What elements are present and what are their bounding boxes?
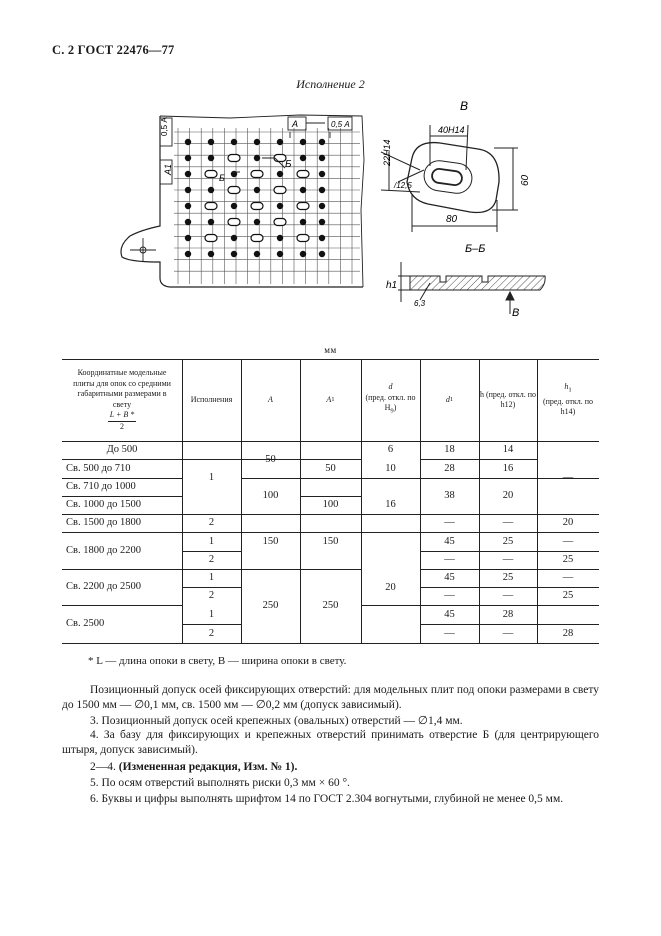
table-cell: —	[502, 627, 514, 639]
table-cell: 100	[262, 490, 279, 501]
edit-note-prefix: 2—4.	[90, 761, 119, 773]
view-letter: В	[460, 99, 469, 113]
dim-6-3: 6,3	[414, 299, 426, 308]
header-cell: d (пред. откл. по $H_9$)	[365, 382, 416, 416]
oval-hole	[297, 203, 309, 210]
round-hole	[277, 235, 282, 240]
table-cell: Св. 1800 до 2200	[66, 544, 142, 556]
header-h1-sub: 1	[568, 387, 572, 395]
round-hole	[300, 139, 305, 144]
round-hole	[254, 155, 259, 160]
round-hole	[185, 171, 190, 176]
table-cell: 25	[562, 590, 574, 601]
figure-caption: Исполнение 2	[296, 77, 365, 91]
round-hole	[185, 251, 190, 256]
round-hole	[277, 203, 282, 208]
dim-60: 60	[520, 174, 531, 186]
header-d-note: (пред. откл. по H	[365, 392, 416, 413]
table-cell: Св. 1000 до 1500	[66, 499, 142, 510]
arrow-b-label: В	[512, 307, 520, 319]
round-hole	[319, 139, 324, 144]
table-cell: 14	[502, 444, 514, 455]
paragraph-6: 6. Буквы и цифры выполнять шрифтом 14 по ГОСТ 2.304 вогнутыми, глубиной не менее 0,5 мм.	[90, 793, 564, 805]
round-hole	[185, 203, 190, 208]
header-cell	[62, 359, 182, 441]
dim-80: 80	[446, 214, 458, 225]
round-hole	[319, 187, 324, 192]
round-hole	[231, 251, 236, 256]
table-cell: 25	[502, 572, 514, 583]
round-hole	[208, 139, 213, 144]
header-d: d	[388, 382, 393, 392]
table-cell	[537, 605, 599, 624]
table-cell: Св. 710 до 1000	[66, 481, 136, 492]
oval-hole	[251, 203, 263, 210]
oval-hole	[228, 155, 240, 162]
paragraph-5: 5. По осям отверстий выполнять риски 0,3 мм × 60 °.	[90, 777, 350, 789]
oval-hole	[251, 235, 263, 242]
oval-hole	[297, 235, 309, 242]
oval-hole	[228, 187, 240, 194]
oval-hole	[205, 203, 217, 210]
units-label: мм	[324, 345, 337, 355]
round-hole	[185, 219, 190, 224]
header-h1-note: (пред. откл. по h14)	[542, 396, 593, 417]
table-cell: 100	[322, 499, 339, 510]
round-hole	[277, 171, 282, 176]
table-cell: 1	[208, 572, 215, 583]
round-hole	[185, 155, 190, 160]
round-hole	[231, 139, 236, 144]
table-cell: До 500	[106, 444, 138, 455]
round-hole	[319, 171, 324, 176]
header-cell	[300, 359, 361, 441]
table-cell: 2	[208, 554, 215, 565]
oval-hole	[205, 171, 217, 178]
round-hole	[254, 219, 259, 224]
table-cell: 28	[444, 462, 455, 474]
section-title: Б–Б	[465, 243, 486, 255]
footnote: * L — длина опоки в свету, B — ширина опоки в свету.	[88, 655, 347, 667]
a1-box: А1	[163, 163, 173, 175]
table-cell: —	[444, 590, 455, 601]
page-header: С. 2 ГОСТ 22476—77	[52, 43, 175, 57]
header-d1: d	[445, 394, 450, 404]
round-hole	[254, 139, 259, 144]
header-cell	[537, 359, 599, 441]
table-cell: 20	[562, 517, 574, 528]
table-cell: 2	[208, 590, 215, 601]
paragraph-edit-note	[62, 760, 599, 775]
header-a1: A	[326, 394, 332, 404]
header-a1-sub: 1	[331, 395, 335, 403]
oval-hole	[228, 219, 240, 226]
table-cell: 16	[502, 462, 514, 474]
round-hole	[208, 187, 213, 192]
table-cell: 50	[325, 462, 336, 474]
b-mark-2: Б	[219, 173, 225, 183]
table-cell: 45	[444, 608, 455, 620]
table-cell: —	[502, 590, 514, 601]
round-hole	[319, 251, 324, 256]
table-line	[62, 643, 599, 644]
dimensions-table	[62, 359, 599, 644]
table-cell: 10	[385, 462, 396, 474]
table-cell: Св. 1500 до 1800	[66, 517, 142, 528]
table-cell: —	[562, 535, 574, 547]
edit-note-bold: (Измененная редакция, Изм. № 1).	[118, 761, 298, 773]
table-cell: —	[444, 554, 455, 565]
table-cell: 50	[265, 453, 276, 465]
header-d-sub: 9	[390, 408, 394, 416]
table-cell: 28	[562, 627, 574, 639]
oval-hole	[274, 187, 286, 194]
round-hole	[277, 251, 282, 256]
tol-box-1: 0,5 А	[160, 117, 169, 136]
dim-40h14: 40Н14	[438, 125, 465, 135]
dim-h1: h1	[386, 280, 398, 291]
dim-22h14: 22Н14	[382, 139, 392, 166]
table-cell: 20	[385, 581, 396, 593]
table-cell: —	[502, 554, 514, 565]
round-hole	[277, 139, 282, 144]
header-d1-sub: 1	[449, 395, 454, 403]
table-cell: Св. 2200 до 2500	[66, 581, 142, 592]
round-hole	[319, 235, 324, 240]
table-cell: 18	[444, 444, 455, 455]
round-hole	[208, 219, 213, 224]
technical-drawing	[0, 0, 661, 340]
round-hole	[254, 187, 259, 192]
table-cell: 28	[502, 608, 514, 620]
paragraph-tolerance: Позиционный допуск осей фиксирующих отверстий: для модельных плит под опоки размерами в свету до 1500 мм — ∅0,1 мм, св. 1500 мм — ∅0,2 мм (допуск зависимый).	[62, 684, 599, 712]
fraction-denominator: 2	[120, 421, 124, 431]
oval-hole	[297, 171, 309, 178]
table-cell: 6	[387, 444, 394, 455]
table-cell: 16	[385, 499, 396, 510]
table-cell: 45	[444, 535, 455, 547]
table-cell: Св. 500 до 710	[66, 462, 131, 474]
round-hole	[300, 155, 305, 160]
header-fraction	[108, 410, 137, 432]
b-mark: Б	[285, 159, 292, 170]
header-col1: Координатные модельные плиты для опок со средними габаритными размерами в свету	[73, 368, 171, 409]
oval-hole	[205, 235, 217, 242]
round-hole	[208, 251, 213, 256]
table-cell: 20	[502, 490, 514, 501]
header-cell: A	[268, 394, 273, 404]
round-hole	[185, 187, 190, 192]
table-cell: —	[444, 627, 455, 639]
round-hole	[319, 203, 324, 208]
table-cell: 250	[262, 600, 279, 611]
oval-hole	[251, 171, 263, 178]
round-hole	[300, 251, 305, 256]
round-hole	[185, 139, 190, 144]
table-cell: —	[444, 517, 455, 528]
round-hole	[319, 219, 324, 224]
round-hole	[208, 155, 213, 160]
table-cell: 1	[208, 608, 215, 620]
table-cell: 1	[208, 535, 215, 547]
round-hole	[254, 251, 259, 256]
paragraph-3: 3. Позиционный допуск осей крепежных (овальных) отверстий — ∅1,4 мм.	[90, 715, 463, 727]
paragraph-4: 4. За базу для фиксирующих и крепежных отверстий принимать отверстие Б (для центрирующего штыря, допуск зависимый).	[62, 729, 599, 757]
round-hole	[231, 235, 236, 240]
table-cell: 45	[444, 572, 455, 583]
fraction-numerator: L + B *	[108, 410, 137, 422]
round-hole	[231, 203, 236, 208]
round-hole	[300, 219, 305, 224]
table-cell: 25	[502, 535, 514, 547]
table-cell: 2	[208, 517, 215, 528]
table-cell: 38	[444, 490, 455, 501]
header-cell: Исполнения	[190, 394, 233, 404]
table-cell: 150	[262, 535, 279, 547]
round-hole	[300, 187, 305, 192]
table-cell: —	[562, 471, 574, 483]
header-cell	[420, 359, 479, 441]
tol-a: А	[292, 119, 299, 129]
table-cell: 250	[322, 600, 339, 611]
round-hole	[319, 155, 324, 160]
dim-radius: /12,5	[394, 181, 412, 190]
table-cell: Св. 2500	[66, 618, 105, 629]
header-h1: h	[564, 382, 569, 392]
table-cell: 150	[322, 535, 339, 547]
table-cell: —	[562, 572, 574, 583]
table-cell: —	[502, 517, 514, 528]
table-cell: 1	[208, 471, 215, 483]
table-cell: 2	[208, 627, 215, 639]
tol-box-2: 0,5 А	[331, 120, 350, 129]
round-hole	[185, 235, 190, 240]
oval-hole	[274, 219, 286, 226]
header-cell: h (пред. откл. по h12)	[479, 389, 536, 409]
table-cell: 25	[562, 554, 574, 565]
